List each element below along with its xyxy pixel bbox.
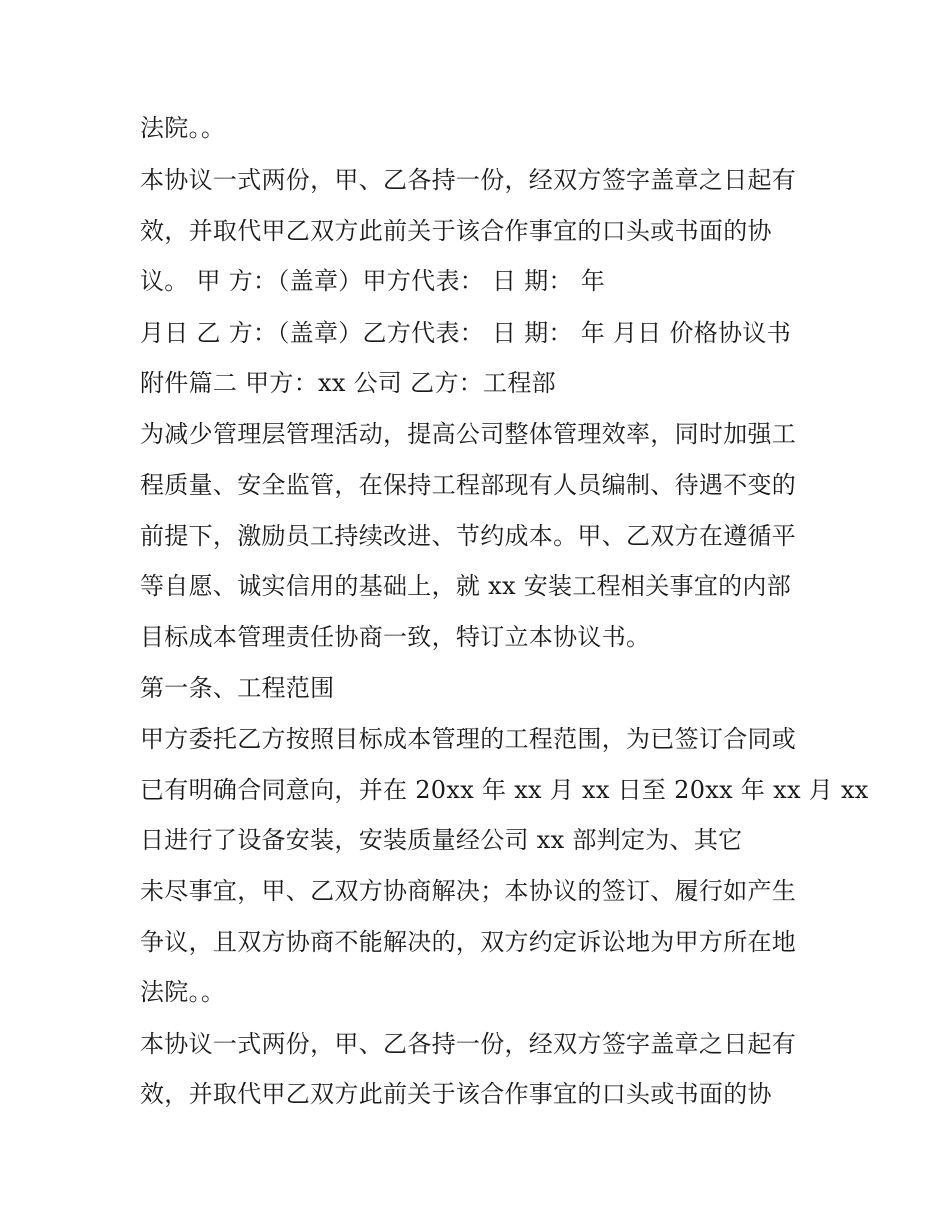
text-line: 法院。。 — [140, 114, 226, 142]
text-line: 已有明确合同意向，并在 20xx 年 xx 月 xx 日至 20xx 年 xx 月 xx — [140, 776, 869, 804]
text-line: 争议，且双方协商不能解决的，双方约定诉讼地为甲方所在地 — [140, 928, 797, 956]
text-line: 甲方委托乙方按照目标成本管理的工程范围，为已签订合同或 — [140, 725, 797, 753]
text-line: 程质量、安全监管，在保持工程部现有人员编制、待遇不变的 — [140, 471, 797, 499]
text-line: 为减少管理层管理活动，提高公司整体管理效率，同时加强工 — [140, 420, 797, 448]
section-heading: 第一条、工程范围 — [140, 674, 335, 702]
text-line: 效，并取代甲乙双方此前关于该合作事宜的口头或书面的协 — [140, 1080, 772, 1108]
text-line: 议。 甲 方：（盖章）甲方代表： 日 期： 年 — [140, 267, 606, 295]
text-line: 本协议一式两份，甲、乙各持一份，经双方签字盖章之日起有 — [140, 166, 797, 194]
text-line: 等自愿、诚实信用的基础上，就 xx 安装工程相关事宜的内部 — [140, 572, 792, 600]
text-line: 未尽事宜，甲、乙双方协商解决；本协议的签订、履行如产生 — [140, 877, 797, 905]
text-line: 日进行了设备安装，安装质量经公司 xx 部判定为、其它 — [140, 826, 743, 854]
text-line: 目标成本管理责任协商一致，特订立本协议书。 — [140, 623, 651, 651]
text-line: 前提下，激励员工持续改进、节约成本。甲、乙双方在遵循平 — [140, 522, 797, 550]
text-line: 附件篇二 甲方：xx 公司 乙方：工程部 — [140, 369, 556, 397]
text-line: 效，并取代甲乙双方此前关于该合作事宜的口头或书面的协 — [140, 217, 772, 245]
text-line: 月日 乙 方：（盖章）乙方代表： 日 期： 年 月日 价格协议书 — [140, 319, 791, 347]
text-line: 本协议一式两份，甲、乙各持一份，经双方签字盖章之日起有 — [140, 1030, 797, 1058]
text-line: 法院。。 — [140, 978, 226, 1006]
